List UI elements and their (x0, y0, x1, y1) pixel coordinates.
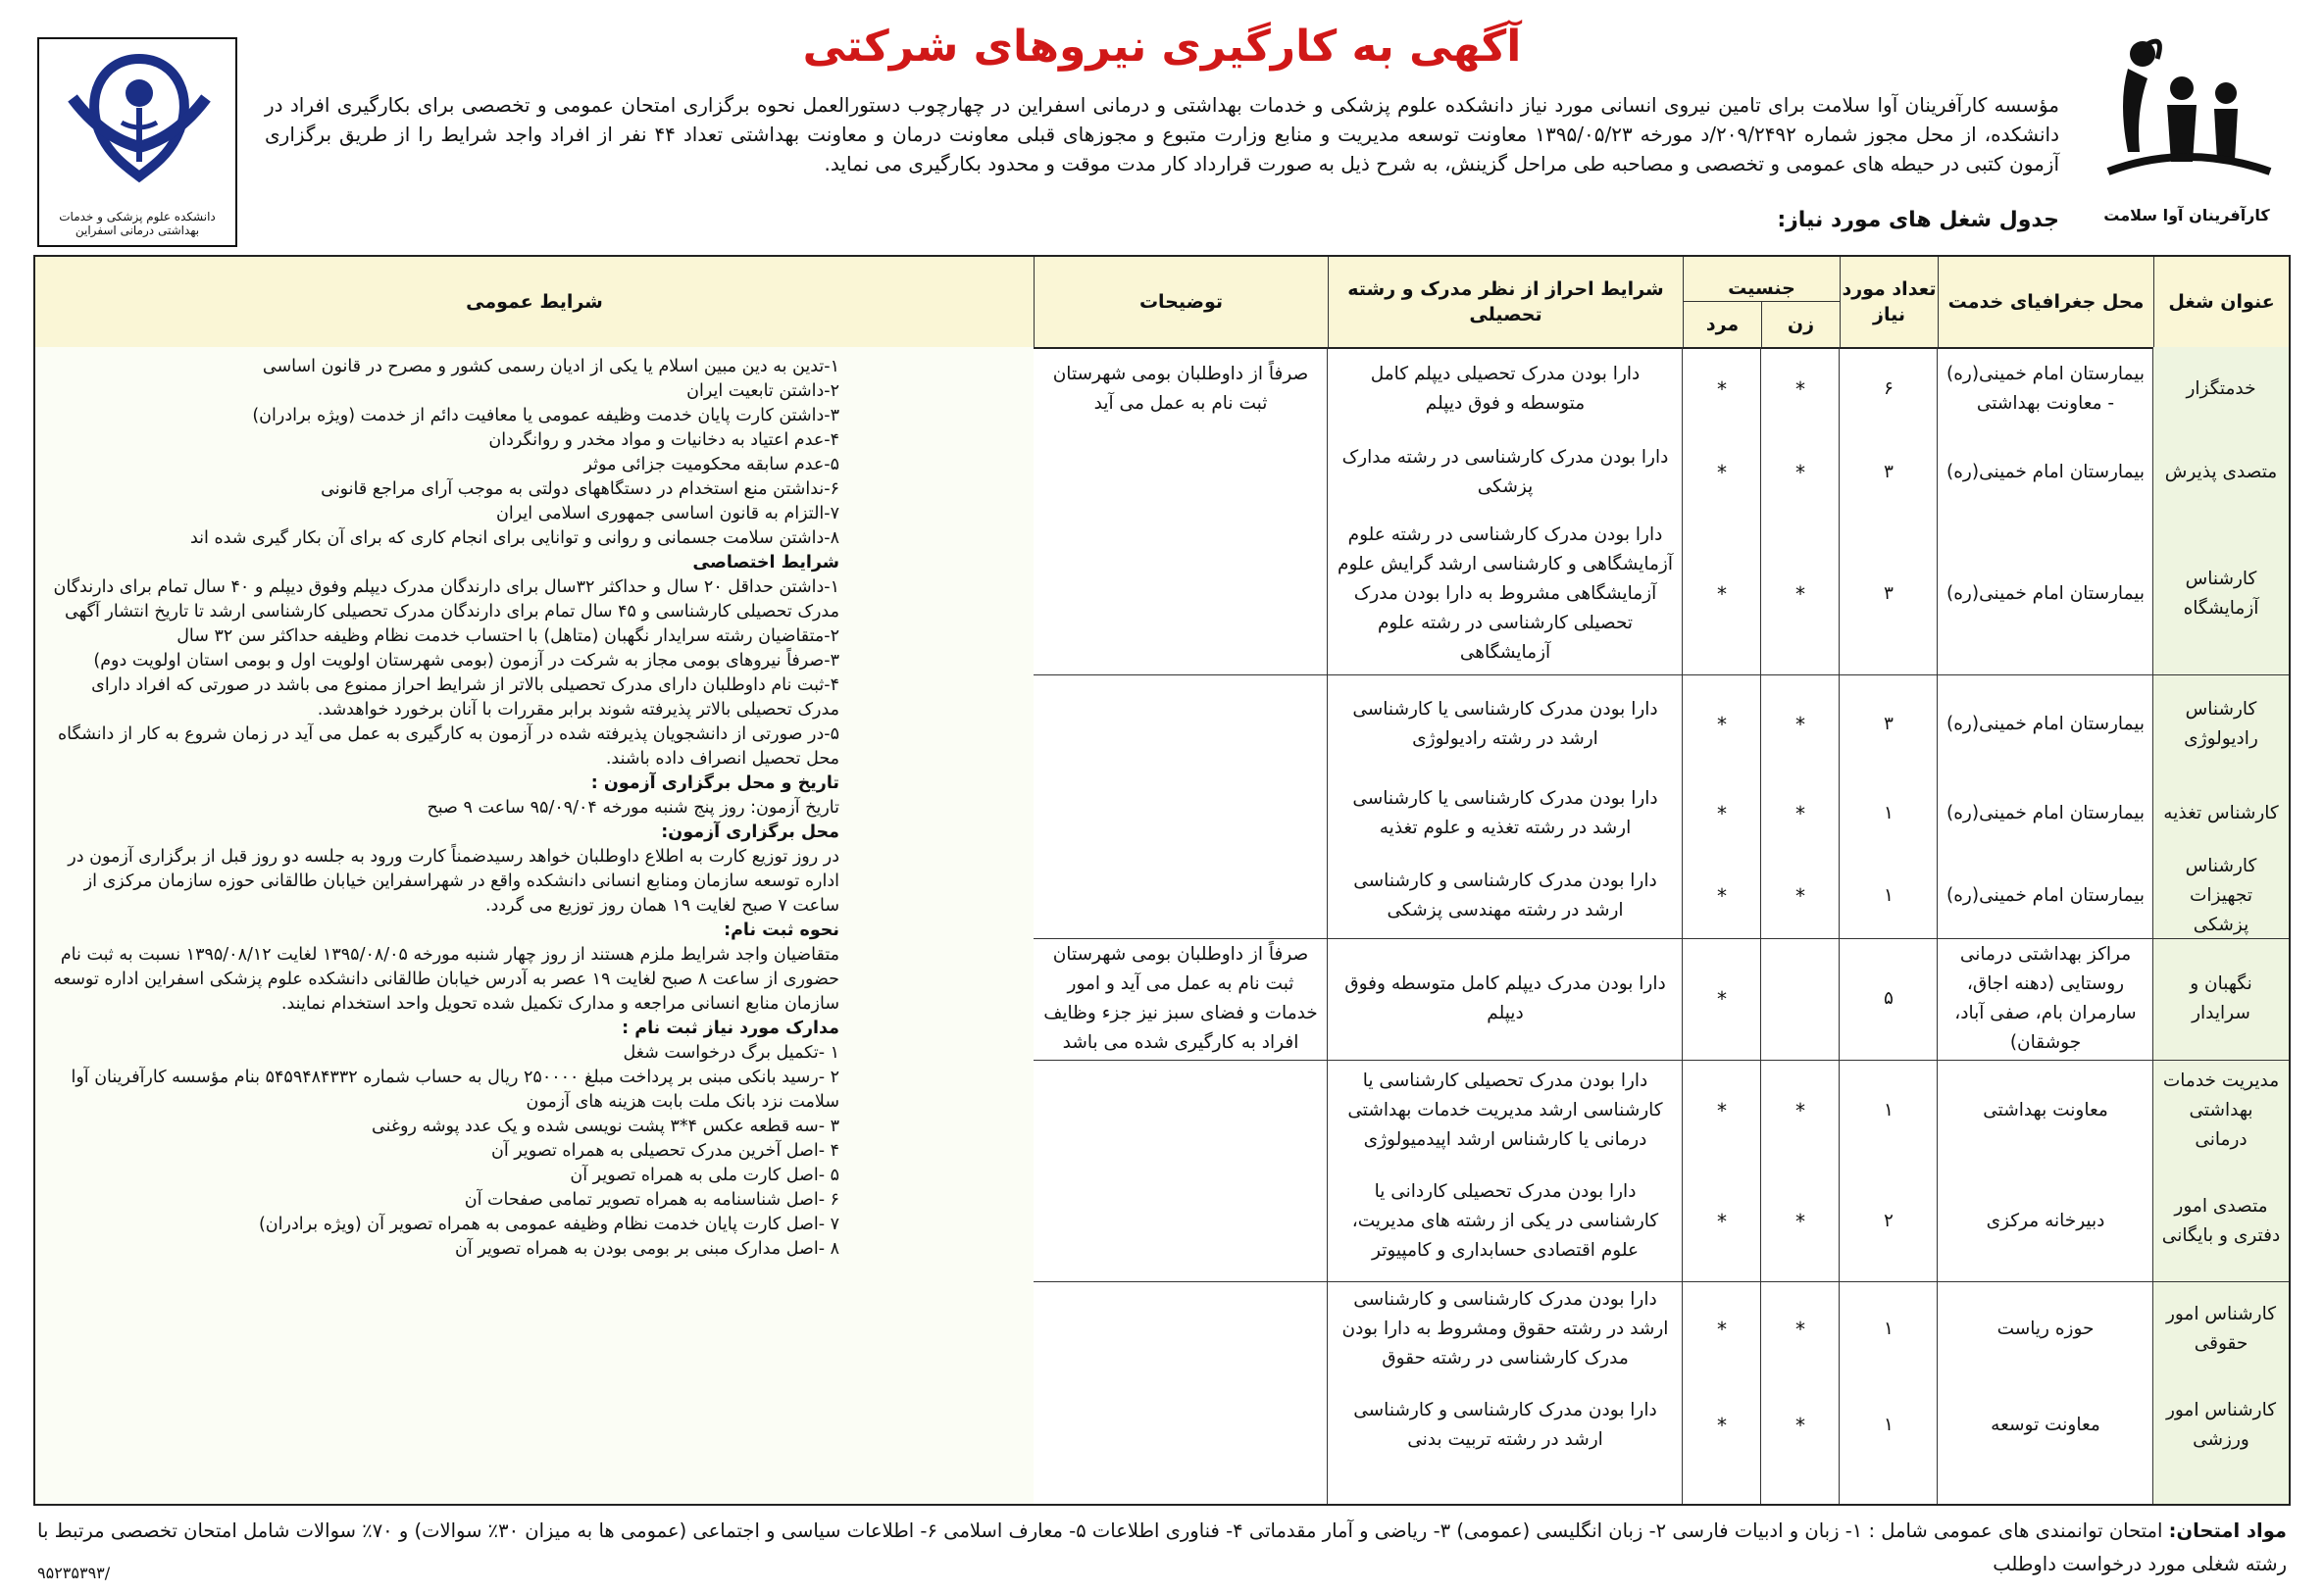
conditions-item: ۴ -اصل آخرین مدرک تحصیلی به همراه تصویر آن (490, 1141, 839, 1161)
row-9-title: متصدی امور دفتری و بایگانی (2161, 1195, 2281, 1246)
row-6-notes (1034, 853, 1328, 938)
conditions-item: ۸-داشتن سلامت جسمانی و روانی و توانایی برای انجام کاری که برای آن بکار گیری شده اند (189, 528, 839, 548)
page-title: آگهی به کارگیری نیروهای شرکتی (802, 22, 1522, 72)
row-11-female: * (1795, 1414, 1805, 1437)
row-6-male: * (1717, 883, 1727, 908)
row-1-qualification: دارا بودن مدرک تحصیلی دیپلم کامل متوسطه و فوق دیپلم (1370, 363, 1641, 414)
conditions-section-heading: تاریخ و محل برگزاری آزمون : (590, 773, 839, 793)
row-4-notes (1034, 674, 1328, 773)
row-5-count: ۱ (1884, 802, 1894, 823)
row-9-qualification: دارا بودن مدرک تحصیلی کاردانی یا کارشناسی در یکی از رشته های مدیریت، علوم اقتصادی حسابداری و کامپیوتر (1351, 1180, 1659, 1261)
row-7-title: نگهبان و سرایدار (2190, 973, 2252, 1023)
conditions-item: ۵-در صورتی از دانشجویان پذیرفته شده در آزمون به کارگیری به عمل می آید در زمان شروع به کار از دانشگاه محل تحصیل انصراف داده باشند. (57, 724, 839, 769)
row-2-female: * (1795, 460, 1805, 484)
row-1-notes: صرفاً از داوطلبان بومی شهرستان ثبت نام به عمل می آید (1052, 363, 1309, 414)
header-general: شرایط عمومی (466, 291, 603, 313)
row-3-title: کارشناس آزمایشگاه (2183, 569, 2259, 619)
row-6-title: کارشناس تجهیزات پزشکی (2185, 855, 2257, 935)
row-8-count: ۱ (1884, 1099, 1894, 1120)
row-2-notes (1034, 430, 1328, 514)
row-4-count: ۳ (1884, 713, 1894, 734)
conditions-item: ۲ -رسید بانکی مبنی بر پرداخت مبلغ ۲۵۰۰۰۰ ریال به حساب شماره ۵۴۵۹۴۸۴۳۳۲ بنام مؤسسه کارآفرینان آوا سلامت نزد بانک ملت بابت هزینه های آزمون (71, 1068, 839, 1112)
row-10-qualification: دارا بودن مدرک کارشناسی و کارشناسی ارشد در رشته حقوق ومشروط به دارا بودن مدرک کارشناسی در رشته حقوق (1341, 1288, 1669, 1369)
conditions-section-heading: شرایط اختصاصی (692, 553, 839, 572)
exam-subjects-label: مواد امتحان: (2168, 1519, 2287, 1542)
conditions-item: ۴-ثبت نام داوطلبان دارای مدرک تحصیلی بالاتر از شرایط احراز ممنوع می باشد در صورتی که افراد دارای مدرک تحصیلی بالاتر پذیرفته شوند برابر مقررات با آنان برخورد خواهدشد. (91, 675, 839, 720)
row-3-male: * (1717, 582, 1727, 606)
exam-subjects-text: امتحان توانمندی های عمومی شامل : ۱- زبان و ادبیات فارسی ۲- زبان انگلیسی (عمومی) ۳- ریاضی و آمار مقدماتی ۴- فناوری اطلاعات ۵- معارف اسلامی ۶- اطلاعات سیاسی و اجتماعی (عمومی ها به میزان ۳۰٪ سوالات) و ۷۰٪ سوالات شامل امتحان تخصصی مرتبط با رشته شغلی مورد درخواست داوطلب (37, 1519, 2287, 1575)
row-10-notes (1034, 1281, 1328, 1376)
conditions-item: ۵-عدم سابقه محکومیت جزائی موثر (583, 455, 839, 474)
row-9-notes (1034, 1161, 1328, 1281)
row-8-location: معاونت بهداشتی (1983, 1099, 2108, 1120)
row-4-title: کارشناس رادیولوژی (2184, 698, 2258, 749)
row-1-location: بیمارستان امام خمینی(ره) - معاونت بهداشتی (1946, 363, 2145, 414)
conditions-item: ۶-نداشتن منع استخدام در دستگاههای دولتی به موجب آرای مراجع قانونی (321, 479, 839, 499)
ad-serial-number: ۹۵۲۳۵۳۹۳/ (37, 1564, 111, 1582)
row-7-notes: صرفاً از داوطلبان بومی شهرستان ثبت نام به عمل می آید و امور خدمات و فضای سبز نیز جزء وظایف افراد به کارگیری شده می باشد (1043, 944, 1318, 1053)
row-3-notes (1034, 514, 1328, 674)
row-5-male: * (1717, 801, 1727, 825)
conditions-item: ۱ -تکمیل برگ درخواست شغل (623, 1043, 839, 1063)
jobs-table (33, 255, 2291, 1506)
row-10-count: ۱ (1884, 1318, 1894, 1339)
conditions-item: ۱-تدین به دین مبین اسلام یا یکی از ادیان رسمی کشور و مصرح در قانون اساسی (262, 357, 839, 376)
row-10-location: حوزه ریاست (1996, 1318, 2095, 1339)
row-2-location: بیمارستان امام خمینی(ره) (1946, 461, 2145, 482)
row-1-female: * (1795, 376, 1805, 401)
header-male: مرد (1683, 302, 1761, 347)
header-qualification: شرایط احراز از نظر مدرک و رشته تحصیلی (1328, 257, 1683, 347)
header-location: محل جغرافیای خدمت (1938, 257, 2153, 347)
row-7-female (1761, 938, 1840, 1060)
row-11-count: ۱ (1884, 1415, 1894, 1435)
header-job-title: عنوان شغل (2153, 257, 2289, 347)
conditions-item: ۲-متقاضیان رشته سرایدار نگهبان (متاهل) با احتساب خدمت نظام وظیفه حداکثر سن ۳۲ سال (177, 626, 839, 646)
row-9-male: * (1717, 1209, 1727, 1233)
conditions-item: متقاضیان واجد شرایط ملزم هستند از روز چهار شنبه مورخه ۱۳۹۵/۰۸/۰۵ لغایت ۱۳۹۵/۰۸/۱۲ نسبت به ثبت نام حضوری از ساعت ۸ صبح لغایت ۱۹ عصر به آدرس خیابان طالقانی دانشکده علوم پزشکی اسفراین اداره توسعه سازمان منابع انسانی مراجعه و مدارک تکمیل شده تحویل واحد استخدام نمایند. (53, 945, 839, 1014)
row-8-male: * (1717, 1098, 1727, 1122)
row-1-count: ۶ (1884, 377, 1894, 399)
row-8-title: مدیریت خدمات بهداشتی درمانی (2162, 1070, 2280, 1150)
row-8-female: * (1795, 1098, 1805, 1122)
row-10-male: * (1717, 1317, 1727, 1341)
row-11-notes (1034, 1376, 1328, 1474)
row-11-qualification: دارا بودن مدرک کارشناسی و کارشناسی ارشد در رشته تربیت بدنی (1353, 1400, 1657, 1450)
row-6-qualification: دارا بودن مدرک کارشناسی و کارشناسی ارشد در رشته مهندسی پزشکی (1353, 870, 1657, 921)
conditions-item: ۳-صرفاً نیروهای بومی مجاز به شرکت در آزمون (بومی شهرستان اولویت اول و بومی استان اولویت دوم) (93, 651, 839, 671)
conditions-item: در روز توزیع کارت به اطلاع داوطلبان خواهد رسیدضمناً کارت ورود به جلسه دو روز قبل از برگزاری آزمون در اداره توسعه سازمان ومنابع انسانی دانشکده واقع در شهراسفراین خیابان طالقانی حوزه سازمان مرکزی از ساعت ۷ صبح لغایت ۱۹ همان روز توزیع می گردد. (68, 847, 839, 916)
conditions-item: ۶ -اصل شناسنامه به همراه تصویر تمامی صفحات آن (464, 1190, 839, 1210)
row-3-female: * (1795, 582, 1805, 606)
general-conditions (47, 355, 839, 1498)
conditions-item: ۱-داشتن حداقل ۲۰ سال و حداکثر ۳۲سال برای دارندگان مدرک دیپلم وفوق دیپلم و ۴۰ سال تمام برای دارندگان مدرک تحصیلی کارشناسی و ۴۵ سال تمام برای دارندگان مدرک تحصیلی کارشناسی ارشد تا تاریخ انتشار آگهی (53, 577, 839, 622)
exam-subjects (37, 1515, 2287, 1581)
header-gender: جنسیت (1683, 257, 1840, 302)
row-5-female: * (1795, 801, 1805, 825)
row-2-count: ۳ (1884, 461, 1894, 482)
row-5-title: کارشناس تغذیه (2163, 802, 2279, 823)
row-10-female: * (1795, 1317, 1805, 1341)
conditions-item: ۵ -اصل کارت ملی به همراه تصویر آن (570, 1166, 839, 1185)
conditions-section-heading: نحوه ثبت نام: (724, 921, 839, 940)
university-logo-caption: دانشکده علوم پزشکی و خدمات بهداشتی درمانی اسفراین (59, 210, 216, 237)
conditions-section-heading: محل برگزاری آزمون: (661, 822, 839, 842)
row-1-title: خدمتگزار (2186, 377, 2256, 399)
conditions-item: ۷-التزام به قانون اساسی جمهوری اسلامی ایران (496, 504, 839, 523)
row-7-male: * (1717, 987, 1727, 1011)
row-7-count: ۵ (1884, 988, 1894, 1009)
row-9-female: * (1795, 1209, 1805, 1233)
row-4-female: * (1795, 712, 1805, 736)
header-notes: توضیحات (1034, 257, 1328, 347)
row-2-title: متصدی پذیرش (2164, 461, 2278, 482)
row-4-male: * (1717, 712, 1727, 736)
row-1-male: * (1717, 376, 1727, 401)
row-8-qualification: دارا بودن مدرک تحصیلی کارشناسی یا کارشناسی ارشد مدیریت خدمات بهداشتی درمانی یا کارشناس ارشد اپیدمیولوژی (1347, 1070, 1663, 1150)
row-11-title: کارشناس امور ورزشی (2165, 1400, 2277, 1450)
row-6-female: * (1795, 883, 1805, 908)
conditions-item: ۴-عدم اعتیاد به دخانیات و مواد مخدر و روانگردان (488, 430, 839, 450)
row-3-qualification: دارا بودن مدرک کارشناسی در رشته علوم آزمایشگاهی و کارشناسی ارشد گرایش علوم آزمایشگاهی مشروط به دارا بودن مدرک تحصیلی کارشناسی در رشته علوم آزمایشگاهی (1337, 524, 1673, 663)
row-6-location: بیمارستان امام خمینی(ره) (1946, 884, 2145, 906)
row-11-male: * (1717, 1414, 1727, 1437)
row-3-location: بیمارستان امام خمینی(ره) (1946, 583, 2145, 604)
row-3-count: ۳ (1884, 583, 1894, 604)
conditions-item: ۳ -سه قطعه عکس ۴*۳ پشت نویسی شده و یک عدد پوشه روغنی (372, 1117, 839, 1136)
row-10-title: کارشناس امور حقوقی (2165, 1303, 2277, 1354)
conditions-item: ۳-داشتن کارت پایان خدمت وظیفه عمومی یا معافیت دائم از خدمت (ویژه برادران) (252, 406, 839, 425)
row-5-notes (1034, 773, 1328, 853)
conditions-item: تاریخ آزمون: روز پنج شنبه مورخه ۹۵/۰۹/۰۴ ساعت ۹ صبح (427, 798, 839, 818)
row-11-location: معاونت توسعه (1991, 1415, 2100, 1435)
row-4-qualification: دارا بودن مدرک کارشناسی یا کارشناسی ارشد در رشته رادیولوژی (1352, 698, 1658, 749)
row-8-notes (1034, 1060, 1328, 1161)
table-caption: جدول شغل های مورد نیاز: (1777, 208, 2059, 232)
table-header-row (35, 257, 2289, 349)
conditions-section-heading: مدارک مورد نیاز ثبت نام : (622, 1019, 839, 1038)
header-count: تعداد مورد نیاز (1840, 257, 1938, 347)
conditions-item: ۸ -اصل مدارک مبنی بر بومی بودن به همراه تصویر آن (455, 1239, 839, 1259)
row-9-location: دبیرخانه مرکزی (1986, 1210, 2105, 1231)
header-female: زن (1761, 302, 1840, 347)
row-6-count: ۱ (1884, 884, 1894, 906)
org-logo-caption: کارآفرینان آوا سلامت (2103, 206, 2270, 224)
row-2-male: * (1717, 460, 1727, 484)
row-2-qualification: دارا بودن مدرک کارشناسی در رشته مدارک پزشکی (1341, 446, 1669, 497)
conditions-item: ۷ -اصل کارت پایان خدمت نظام وظیفه عمومی به همراه تصویر آن (ویژه برادران) (258, 1215, 839, 1234)
row-5-location: بیمارستان امام خمینی(ره) (1946, 802, 2145, 823)
row-7-location: مراکز بهداشتی درمانی روستایی (دهنه اجاق، سارمران بام، صفی آباد، جوشقان) (1954, 944, 2137, 1053)
row-7-qualification: دارا بودن مدرک دیپلم کامل متوسطه وفوق دیپلم (1344, 973, 1666, 1023)
intro-paragraph: مؤسسه کارآفرینان آوا سلامت برای تامین نیروی انسانی مورد نیاز دانشکده علوم پزشکی و خدمات بهداشتی و درمانی اسفراین در چهارچوب دستورالعمل نحوه برگزاری امتحان عمومی و تخصصی برای بکارگیری افراد در دانشکده، از محل مجوز شماره ۲۰۹/۲۴۹۲/د مورخه ۱۳۹۵/۰۵/۲۳ معاونت توسعه مدیریت و منابع وزارت متبوع و مجوزهای قبلی معاونت درمان و معاونت بهداشتی تعداد ۴۴ نفر از افراد واجد شرایط را از طریق برگزاری آزمون کتبی در حیطه های عمومی و تخصصی و مصاحبه طی مراحل گزینش، به شرح ذیل به صورت قرارداد کار مدت موقت و محدود بکارگیری می نماید. (265, 93, 2060, 175)
row-9-count: ۲ (1884, 1210, 1894, 1231)
row-4-location: بیمارستان امام خمینی(ره) (1946, 713, 2145, 734)
conditions-item: ۲-داشتن تابعیت ایران (686, 381, 839, 401)
row-5-qualification: دارا بودن مدرک کارشناسی یا کارشناسی ارشد در رشته تغذیه و علوم تغذیه (1352, 787, 1658, 838)
